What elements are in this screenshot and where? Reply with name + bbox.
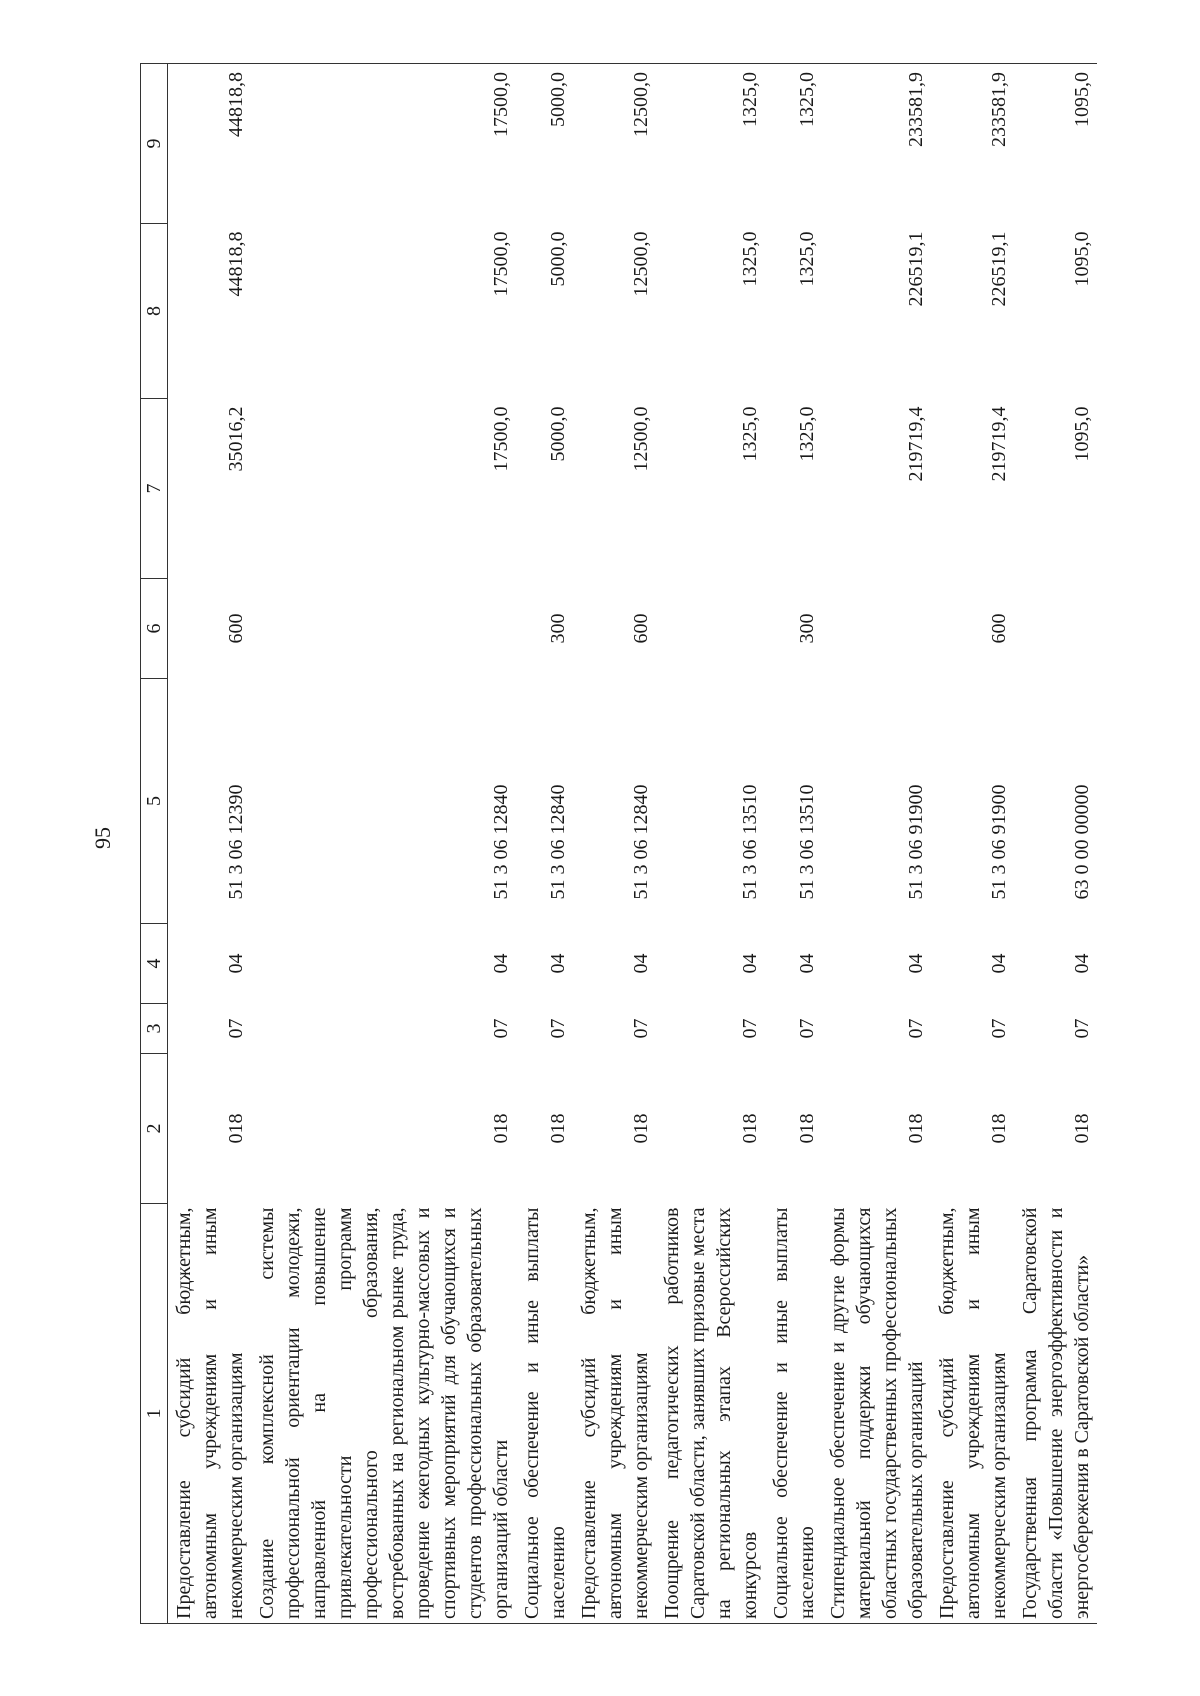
- row-amount-col8: 1325,0: [739, 231, 761, 287]
- row-ministry-code: 018: [988, 1113, 1010, 1144]
- row-expense-type: 600: [225, 613, 247, 644]
- row-subsection-code: 04: [225, 953, 247, 974]
- row-description: Стипендиальное обеспечение и другие формы материальной поддержки обучающихся областных государственных профессиональных образовательных организаций: [822, 1204, 931, 1624]
- row-amount-col9: 12500,0: [573, 64, 656, 224]
- row-target-article: 51 3 06 12390: [225, 784, 247, 900]
- row-subsection-code: 04: [1071, 953, 1093, 974]
- row-amount-col9: 1325,0: [765, 64, 822, 224]
- header-col-8: 8: [141, 224, 168, 399]
- table-row: [516, 64, 573, 1624]
- row-amount-col8: 1325,0: [796, 231, 818, 287]
- row-expense-type: [656, 579, 765, 679]
- row-amount-col8: 12500,0: [630, 231, 652, 297]
- row-subsection-code: 04: [988, 953, 1010, 974]
- row-section-code: 07: [988, 1018, 1010, 1039]
- table-header-row: [141, 64, 168, 1624]
- row-amount-col7: 35016,2: [225, 406, 247, 472]
- row-section-code: 07: [905, 1018, 927, 1039]
- row-description: Предоставление субсидий бюджетным, автономным учреждениям и иным некоммерческим организациям: [573, 1204, 656, 1624]
- row-description: Поощрение педагогических работников Саратовской области, занявших призовые места на региональных этапах Всероссийских конкурсов: [656, 1204, 765, 1624]
- row-amount-col7: 1095,0: [1071, 406, 1093, 462]
- row-amount-col7: 219719,4: [905, 406, 927, 482]
- row-ministry-code: 018: [547, 1113, 569, 1144]
- header-col-1: 1: [141, 1204, 168, 1624]
- header-col-7: 7: [141, 399, 168, 579]
- header-col-2: 2: [141, 1054, 168, 1204]
- row-subsection-code: 04: [490, 953, 512, 974]
- table-row: [1014, 64, 1097, 1624]
- row-target-article: 51 3 06 91900: [905, 784, 927, 900]
- row-amount-col8: 44818,8: [225, 231, 247, 297]
- row-subsection-code: 04: [796, 953, 818, 974]
- row-expense-type: 300: [547, 613, 569, 644]
- row-section-code: 07: [547, 1018, 569, 1039]
- row-description: Предоставление субсидий бюджетным, автономным учреждениям и иным некоммерческим организациям: [168, 1204, 252, 1624]
- table-row: [822, 64, 931, 1624]
- row-section-code: 07: [796, 1018, 818, 1039]
- table-row: [931, 64, 1014, 1624]
- row-description: Создание комплексной системы профессиональной ориентации молодежи, направленной на повышение привлекательности программ профессионального образования, востребованных на региональном рынке труда, проведение ежегодных культурно-массовых и спортивных мероприятий для обучающихся и студентов профессиональных образовательных организаций области: [251, 1204, 516, 1624]
- row-amount-col9: 17500,0: [251, 64, 516, 224]
- row-target-article: 51 3 06 13510: [796, 784, 818, 900]
- row-amount-col9: 1325,0: [656, 64, 765, 224]
- row-ministry-code: 018: [225, 1113, 247, 1144]
- row-amount-col7: 1325,0: [739, 406, 761, 462]
- row-amount-col8: 226519,1: [905, 231, 927, 307]
- budget-table: [140, 63, 1097, 1624]
- row-target-article: 51 3 06 91900: [988, 784, 1010, 900]
- row-expense-type: [822, 579, 931, 679]
- row-amount-col7: 12500,0: [630, 406, 652, 472]
- header-col-5: 5: [141, 679, 168, 924]
- row-amount-col9: 233581,9: [931, 64, 1014, 224]
- row-subsection-code: 04: [547, 953, 569, 974]
- row-target-article: 63 0 00 00000: [1071, 784, 1093, 900]
- row-expense-type: [251, 579, 516, 679]
- row-amount-col7: 1325,0: [796, 406, 818, 462]
- table-row: [656, 64, 765, 1624]
- row-target-article: 51 3 06 13510: [739, 784, 761, 900]
- row-amount-col9: 5000,0: [516, 64, 573, 224]
- row-expense-type: [1014, 579, 1097, 679]
- header-col-9: 9: [141, 64, 168, 224]
- header-col-3: 3: [141, 1004, 168, 1054]
- row-description: Социальное обеспечение и иные выплаты населению: [765, 1204, 822, 1624]
- table-row: [168, 64, 252, 1624]
- header-col-6: 6: [141, 579, 168, 679]
- row-description: Социальное обеспечение и иные выплаты населению: [516, 1204, 573, 1624]
- row-expense-type: 600: [630, 613, 652, 644]
- row-ministry-code: 018: [630, 1113, 652, 1144]
- row-amount-col8: 226519,1: [988, 231, 1010, 307]
- row-subsection-code: 04: [630, 953, 652, 974]
- row-amount-col9: 44818,8: [168, 64, 252, 224]
- row-section-code: 07: [490, 1018, 512, 1039]
- table-body: [168, 64, 1098, 1624]
- row-subsection-code: 04: [739, 953, 761, 974]
- row-subsection-code: 04: [905, 953, 927, 974]
- row-ministry-code: 018: [796, 1113, 818, 1144]
- table-row: [765, 64, 822, 1624]
- row-description: Государственная программа Саратовской области «Повышение энергоэффективности и энергосбережения в Саратовской области»: [1014, 1204, 1097, 1624]
- row-section-code: 07: [630, 1018, 652, 1039]
- row-section-code: 07: [1071, 1018, 1093, 1039]
- header-col-4: 4: [141, 924, 168, 1004]
- row-amount-col7: 17500,0: [490, 406, 512, 472]
- row-amount-col9: 233581,9: [822, 64, 931, 224]
- row-target-article: 51 3 06 12840: [490, 784, 512, 900]
- row-amount-col8: 1095,0: [1071, 231, 1093, 287]
- table-row: [573, 64, 656, 1624]
- row-amount-col9: 1095,0: [1014, 64, 1097, 224]
- row-description: Предоставление субсидий бюджетным, автономным учреждениям и иным некоммерческим организациям: [931, 1204, 1014, 1624]
- row-ministry-code: 018: [490, 1113, 512, 1144]
- row-ministry-code: 018: [1071, 1113, 1093, 1144]
- page-number: 95: [90, 827, 115, 849]
- row-amount-col8: 5000,0: [547, 231, 569, 287]
- row-ministry-code: 018: [905, 1113, 927, 1144]
- row-expense-type: 600: [988, 613, 1010, 644]
- row-amount-col7: 219719,4: [988, 406, 1010, 482]
- row-section-code: 07: [225, 1018, 247, 1039]
- row-target-article: 51 3 06 12840: [547, 784, 569, 900]
- row-amount-col8: 17500,0: [490, 231, 512, 297]
- table-row: [251, 64, 516, 1624]
- row-amount-col7: 5000,0: [547, 406, 569, 462]
- row-expense-type: 300: [796, 613, 818, 644]
- row-section-code: 07: [739, 1018, 761, 1039]
- row-ministry-code: 018: [739, 1113, 761, 1144]
- row-target-article: 51 3 06 12840: [630, 784, 652, 900]
